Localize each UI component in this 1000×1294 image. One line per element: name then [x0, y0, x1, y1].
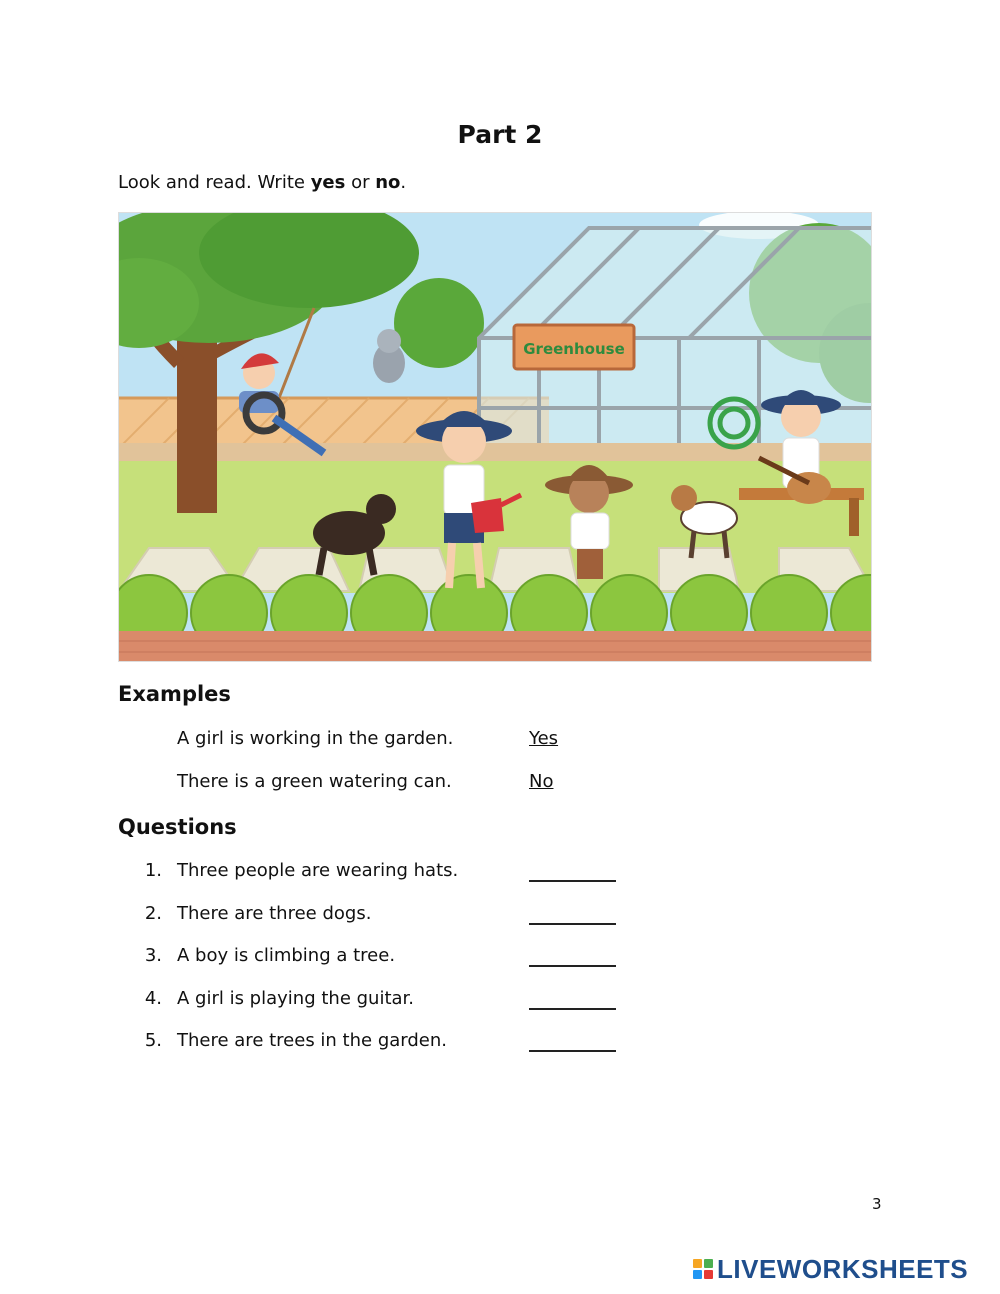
page-title: Part 2 — [457, 120, 543, 149]
instruction-end: . — [400, 172, 407, 193]
answer-blank[interactable] — [529, 1008, 616, 1010]
question-text: There are trees in the garden. — [177, 1030, 447, 1051]
instruction-or: or — [345, 172, 376, 193]
examples-heading: Examples — [118, 682, 231, 706]
question-number: 1. — [144, 860, 162, 881]
question-text: A boy is climbing a tree. — [177, 945, 396, 966]
example-row — [0, 728, 1000, 758]
example-text: A girl is working in the garden. — [177, 728, 454, 749]
question-text: Three people are wearing hats. — [177, 860, 459, 881]
answer-blank[interactable] — [529, 923, 616, 925]
answer-blank[interactable] — [529, 1050, 616, 1052]
question-row — [0, 860, 1000, 890]
question-number: 2. — [144, 903, 162, 924]
instruction — [118, 172, 406, 193]
greenhouse-sign: Greenhouse — [523, 340, 625, 358]
question-text: A girl is playing the guitar. — [177, 988, 415, 1009]
question-row — [0, 903, 1000, 933]
question-row — [0, 945, 1000, 975]
page-number: 3 — [872, 1195, 882, 1213]
instruction-text: Look and read. Write — [118, 172, 311, 193]
question-row — [0, 988, 1000, 1018]
answer-blank[interactable] — [529, 880, 616, 882]
example-text: There is a green watering can. — [177, 771, 452, 792]
instruction-yes: yes — [310, 172, 346, 193]
example-answer: No — [529, 771, 554, 792]
questions-heading: Questions — [118, 815, 237, 839]
question-number: 4. — [144, 988, 162, 1009]
garden-scene-illustration — [118, 212, 872, 662]
liveworksheets-logo[interactable] — [693, 1254, 968, 1284]
question-text: There are three dogs. — [177, 903, 372, 924]
question-number: 3. — [144, 945, 162, 966]
example-answer: Yes — [529, 728, 559, 749]
instruction-no: no — [375, 172, 401, 193]
question-row — [0, 1030, 1000, 1060]
answer-blank[interactable] — [529, 965, 616, 967]
example-row — [0, 771, 1000, 801]
logo-mark-icon — [693, 1259, 713, 1279]
logo-text: LIVEWORKSHEETS — [717, 1253, 969, 1284]
question-number: 5. — [144, 1030, 162, 1051]
